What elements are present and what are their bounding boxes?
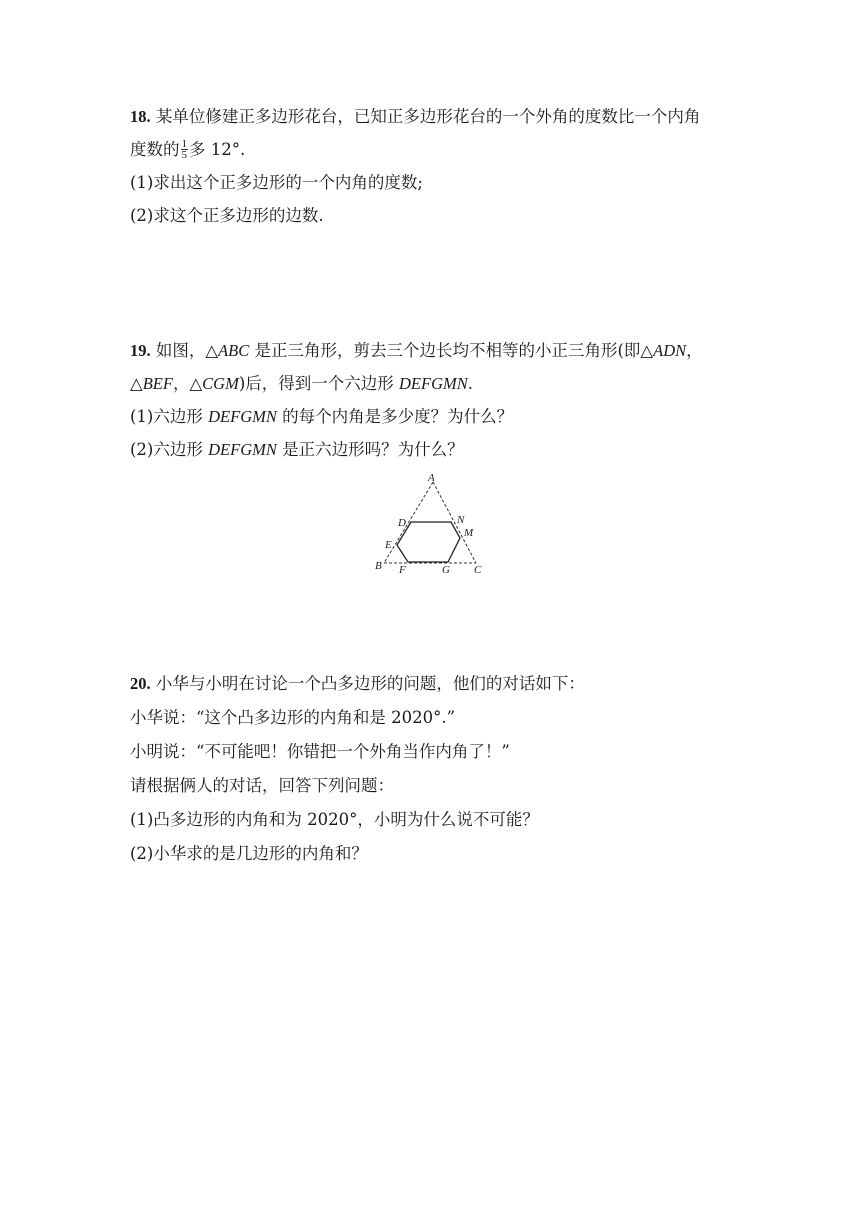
q19-text-2a: △ [130,374,143,393]
q19-text-2c: ，△ [172,374,203,393]
question-18 [130,100,750,232]
q19-text-1e: ， [686,341,703,360]
label-g: G [442,564,450,576]
q20-number: 20. [130,674,151,693]
q19-stem-line-1 [130,334,750,367]
q20-dialog-xiaoming: 小明说：“不可能吧！你错把一个外角当作内角了！” [130,742,510,761]
q19-text-2b: BEF [142,374,173,393]
hexagon-defgmn [397,522,460,562]
q20-stem-line-1 [130,667,750,701]
q19-stem-line-2 [130,367,750,400]
q18-stem-text-2b: 多 12°. [189,140,246,159]
q19-part1-a: (1)六边形 [130,407,209,426]
q19-text-2d: CGM [202,374,239,393]
q18-part-1: (1)求出这个正多边形的一个内角的度数; [130,173,423,192]
label-e: E [385,539,392,551]
q19-part2-c: 是正六边形吗？为什么？ [276,440,464,459]
label-b: B [375,560,382,572]
q19-triangle-figure [370,472,490,578]
q19-text-2g: . [467,374,474,393]
q19-part2-a: (2)六边形 [130,440,209,459]
label-n: N [457,514,465,526]
label-a: A [428,472,435,484]
q18-stem-text-2a: 度数的 [130,140,180,159]
q20-stem-text: 小华与小明在讨论一个凸多边形的问题，他们的对话如下： [155,674,585,693]
q19-text-1b: ABC [218,341,250,360]
q20-instruction: 请根据俩人的对话，回答下列问题： [130,776,394,795]
q18-stem-line-1 [130,100,750,133]
q19-part2-b: DEFGMN [208,440,277,459]
question-19 [130,334,750,466]
q19-number: 19. [130,341,151,360]
q18-fraction-denominator: 5 [181,149,187,161]
q20-part-2: (2)小华求的是几边形的内角和？ [130,844,368,863]
q19-part1-c: 的每个内角是多少度？为什么？ [276,407,514,426]
q18-part-2: (2)求这个正多边形的边数. [130,206,324,225]
q18-stem-line-2 [130,133,750,166]
q19-text-2e: )后，得到一个六边形 [238,374,400,393]
q18-stem-text-1: 某单位修建正多边形花台，已知正多边形花台的一个外角的度数比一个内角 [155,107,701,126]
q19-text-1a: 如图，△ [155,341,219,360]
q19-part-2 [130,433,750,466]
q20-part-1: (1)凸多边形的内角和为 2020°，小明为什么说不可能？ [130,810,539,829]
q19-text-1c: 是正三角形，剪去三个边长均不相等的小正三角形(即△ [249,341,654,360]
label-c: C [474,564,482,576]
q19-part1-b: DEFGMN [208,407,277,426]
label-m: M [464,527,474,539]
label-f: F [399,564,406,576]
q20-dialog-xiaohua: 小华说：“这个凸多边形的内角和是 2020°.” [130,708,456,727]
q19-part-1 [130,400,750,433]
label-d: D [398,517,406,529]
question-20 [130,667,750,871]
q19-text-2f: DEFGMN [399,374,468,393]
q18-fraction-numerator: 1 [181,138,187,150]
q18-number: 18. [130,107,151,126]
q19-text-1d: ADN [653,341,687,360]
q18-fraction [181,139,189,160]
triangle-hexagon-diagram [370,472,490,578]
